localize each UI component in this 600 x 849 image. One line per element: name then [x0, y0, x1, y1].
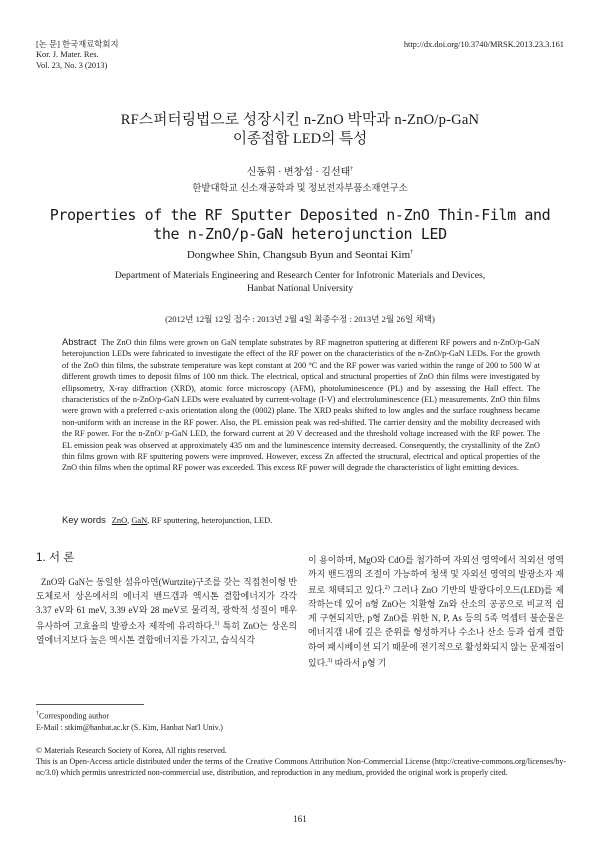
footnote-mark: † [36, 711, 39, 717]
intro-right-text-b: 그러나 ZnO 기반의 발광다이오드(LED)를 제작하는데 있어 n형 ZnO는 치환형 Zn와 산소의 공공으로 비교적 쉽게 구현되지만, p형 ZnO를 위한 N, P, As 등의 5족 억셉터 불순물은 에너지갭 내에 깊은 준위를 형성하거나 수소나 산소 등과 쉽게 결합하여 패시베이션 되기 때문에 전기적으로 활성화되지 않는 문제점이 있다. [308, 585, 564, 668]
english-title-line2: the n-ZnO/p-GaN heterojunction LED [153, 225, 447, 243]
journal-volume: Vol. 23, No. 3 (2013) [36, 60, 108, 70]
keywords [62, 514, 272, 525]
korean-title [0, 111, 600, 149]
english-affiliation-line2: Hanbat National University [246, 283, 354, 294]
english-authors-text: Dongwhee Shin, Changsub Byun and Seontai Kim [186, 249, 411, 261]
korean-affiliation: 한밭대학교 신소재공학과 및 정보전자부품소재연구소 [192, 184, 408, 194]
keyword-zno: ZnO [111, 516, 128, 525]
english-author-mark: † [410, 249, 414, 256]
keyword-gan: GaN [131, 516, 148, 525]
footnote-line2: E-Mail : stkim@hanbat.ac.kr (S. Kim, Hanbat Nat'l Univ.) [36, 722, 223, 732]
footnote-divider [36, 704, 144, 705]
korean-authors [0, 163, 600, 178]
intro-right-text: 이 용이하며, MgO와 CdO를 첨가하여 자외선 영역에서 적외선 영역까지 밴드갭의 조절이 가능하여 청색 및 자외선 영역의 발광소자 재료로 채택되고 있다. [308, 555, 564, 596]
intro-column-left [36, 575, 297, 647]
copyright-line2: This is an Open-Access article distributed under the terms of the Creative Commons Attribution Non-Commercial License (http://creative-commons.org/licenses/by-nc/3.0) which permits unrestricted non-commercial use, distribution, and reproduction in any medium, provided the original work is properly cited. [36, 757, 566, 778]
intro-column-right [308, 553, 564, 670]
english-affiliation-line1: Department of Materials Engineering and Research Center for Infotronic Materials and Devices, [114, 270, 486, 281]
korean-author-mark: † [350, 166, 354, 173]
doi-link[interactable]: http://dx.doi.org/10.3740/MRSK.2013.23.3.161 [403, 40, 564, 49]
ref-3[interactable]: 3) [327, 657, 333, 664]
english-title-line1: Properties of the RF Sputter Deposited n-ZnO Thin-Film and [49, 206, 551, 224]
keywords-rest: , RF sputtering, heterojunction, LED. [147, 516, 273, 525]
ref-1[interactable]: 1) [214, 621, 220, 628]
english-authors [0, 249, 600, 261]
abstract [62, 336, 540, 474]
keyword-sep: , [127, 516, 132, 525]
abstract-label: Abstract [62, 336, 97, 347]
journal-info [36, 40, 119, 71]
journal-abbrev: Kor. J. Mater. Res. [36, 50, 99, 60]
footnote-line1: Corresponding author [39, 711, 109, 721]
copyright-notice [36, 745, 566, 779]
journal-korean: [논 문] 한국재료학회지 [36, 40, 119, 49]
intro-left-text-b: 특히 ZnO는 상온의 열에너지보다 높은 엑시톤 결합에너지를 가지고, 습식식각 [36, 621, 297, 646]
intro-right-text-c: 따라서 p형 기 [332, 657, 387, 668]
received-dates: (2012년 12월 12일 접수 : 2013년 2월 4일 최종수정 : 2013년 2월 26일 채택) [165, 314, 435, 324]
korean-title-line1: RF스퍼터링법으로 성장시킨 n-ZnO 박막과 n-ZnO/p-GaN [120, 112, 480, 128]
section-heading: 1. 서 론 [36, 551, 75, 564]
korean-authors-text: 신동휘 · 변창섭 · 김선태 [246, 167, 351, 178]
english-affiliation [0, 269, 600, 295]
copyright-line1: © Materials Research Society of Korea, All rights reserved. [36, 746, 227, 755]
abstract-text: The ZnO thin films were grown on GaN template substrates by RF magnetron sputtering at different RF powers and n-ZnO/p-GaN heterojunction LEDs were fabricated to investigate the effect of the RF power on the characteristics of the n-ZnO/p-GaN LEDs. For the growth of the ZnO thin films, the substrate temperature was kept constant at 200 °C and the RF power was varied within the range of 200 to 500 W at different growth times to deposit films of 100 nm thick. The electrical, optical and structural properties of ZnO thin films were investigated by ellipsometry, X-ray diffraction (XRD), atomic force microscopy (AFM), photoluminescence (PL) and by assessing the Hall effect. The characteristics of the n-ZnO/p-GaN LEDs were evaluated by current-voltage (I-V) and electroluminescence (EL) measurements. ZnO thin films were grown with a preferred c-axis orientation along the (0002) plane. The XRD peaks shifted to low angles and the surface roughness became non-uniform with an increase in the RF power. Also, the PL emission peak was red-shifted. The carrier density and the mobility decreased with the RF power. For the n-ZnO/ p-GaN LED, the forward current at 20 V decreased and the threshold voltage increased with the RF power. The EL emission peak was observed at approximately 435 nm and the luminescence intensity decreased. Consequently, the crystallinity of the ZnO thin films grown with RF sputtering powers were improved. However, excess Zn affected the structural, electrical and optical properties of the ZnO thin films when the optimal RF power was exceeded. This excess RF power will degrade the characteristics of light emitting devices. [62, 338, 541, 473]
keywords-label: Key words [62, 514, 106, 525]
footnote [36, 709, 223, 733]
intro-left-text: ZnO와 GaN는 동일한 섬유아연(Wurtzite)구조를 갖는 직접천이형 반도체로서 상온에서의 에너지 밴드갭과 엑시톤 결합에너지가 각각 3.37 eV와 61 meV, 3.39 eV와 28 meV로 물리적, 광학적 성질이 매우 유사하여 고효율의 발광소자 제작에 유리하다. [36, 577, 298, 632]
page-number: 161 [293, 814, 307, 824]
english-title [0, 206, 600, 244]
ref-2[interactable]: 2) [384, 585, 390, 592]
korean-title-line2: 이종접합 LED의 특성 [232, 131, 368, 147]
